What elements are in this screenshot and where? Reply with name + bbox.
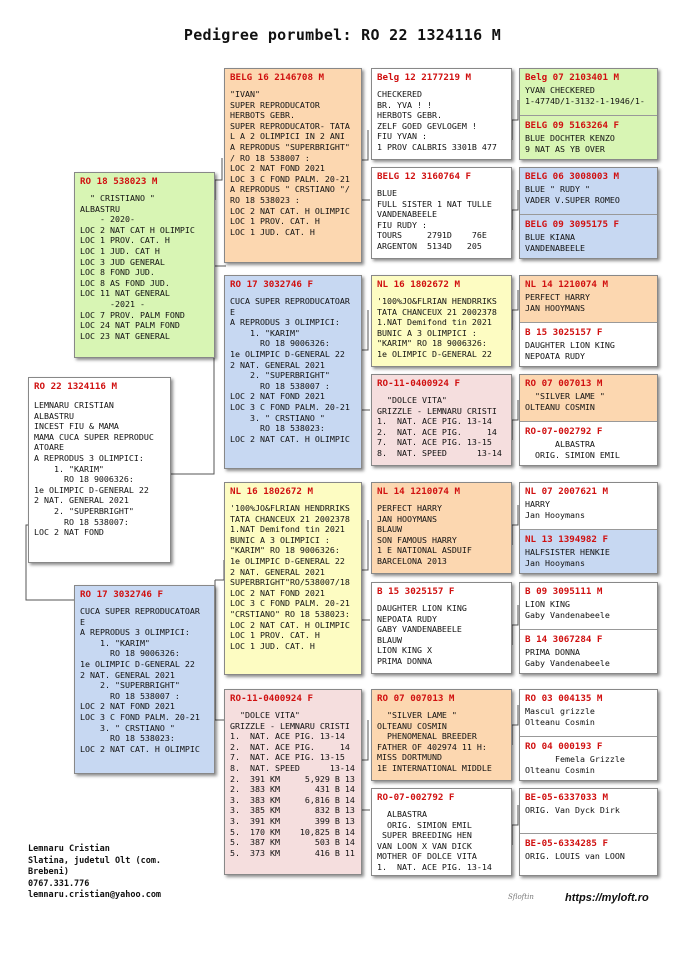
gen4-text-15: ORIG. Van Dyck Dirk — [525, 805, 620, 815]
page-title: Pedigree porumbel: RO 22 1324116 M — [183, 26, 502, 44]
website-link[interactable]: https://myloft.ro — [565, 892, 649, 904]
sire-sire-ring: BELG 16 2146708 M — [230, 72, 325, 83]
gen3-ring-8: RO-07-002792 F — [377, 792, 455, 803]
sire-ring: RO 18 538023 M — [80, 176, 158, 187]
sire-dam-ring: RO 17 3032746 F — [230, 279, 313, 290]
gen4-text-16: ORIG. LOUIS van LOON — [525, 851, 625, 861]
dam-card — [74, 585, 215, 774]
gen4-ring-15: BE-05-6337033 M — [525, 792, 608, 803]
sire-sire-card — [224, 68, 362, 263]
dam-dam-text: "DOLCE VITA" GRIZZLE - LEMNARU CRISTI 1. NAT. ACE PIG. 13-14 2. NAT. ACE PIG. 14 7. NAT. ACE PIG. 13-15 8. NAT. SPEED 13-14 2. 391 KM 5,929 B 13 2. 383 KM 431 B 14 3. 383 KM 6,816 B 14 3. 385 KM 832 B 13 3. 391 KM 399 B 13 5. 170 KM 10,825 B 14 5. 387 KM 503 B 14 5. 373 KM 416 B 11 — [230, 710, 355, 858]
gen4-text-13: Mascul grizzle Olteanu Cosmin — [525, 706, 595, 727]
gen4-ring-7: RO 07 007013 M — [525, 378, 603, 389]
gen4-box-6 — [519, 582, 658, 674]
gen3-card-7 — [371, 689, 512, 781]
gen3-text-1: CHECKERED BR. YVA ! ! HERBOTS GEBR. ZELF GOED GEVLOGEM ! FIU YVAN : 1 PROV CALBRIS 3301B 477 — [377, 89, 497, 152]
gen4-box-8 — [519, 788, 658, 876]
gen4-ring-3: BELG 06 3008003 M — [525, 171, 620, 182]
gen4-ring-6: B 15 3025157 F — [525, 327, 603, 338]
dam-dam-ring: RO-11-0400924 F — [230, 693, 313, 704]
gen3-text-8: ALBASTRA ORIG. SIMION EMIL SUPER BREEDING HEN VAN LOON X VAN DICK MOTHER OF DOLCE VITA 1. NAT. ACE PIG. 13-14 — [377, 809, 492, 872]
gen4-text-7: "SILVER LAME " OLTEANU COSMIN — [525, 391, 605, 412]
sire-dam-card — [224, 275, 362, 469]
gen3-text-6: DAUGHTER LION KING NEPOATA RUDY GABY VANDENABEELE BLAUW LION KING X PRIMA DONNA — [377, 603, 467, 666]
subject-text: LEMNARU CRISTIAN ALBASTRU INCEST FIU & MAMA MAMA CUCA SUPER REPRODUC ATOARE A REPRODUS 3 OLIMPICI: 1. "KARIM" RO 18 9006326: 1e OLIMPIC D-GENERAL 22 2 NAT. GENERAL 2021 2. "SUPERBRIGHT" RO 18 538007: LOC 2 NAT FOND — [34, 400, 154, 538]
gen4-ring-1: Belg 07 2103401 M — [525, 72, 620, 83]
sire-card — [74, 172, 215, 358]
sire-text: " CRISTIANO " ALBASTRU - 2020- LOC 2 NAT CAT H OLIMPIC LOC 1 PROV. CAT. H LOC 1 JUD. CAT H LOC 3 JUD GENERAL LOC 8 FOND JUD. LOC 8 AS FOND JUD. LOC 11 NAT GENERAL -2021 - LOC 7 PROV. PALM FOND LOC 24 NAT PALM FOND LOC 23 NAT GENERAL — [80, 193, 195, 341]
gen4-ring-8: RO-07-002792 F — [525, 426, 603, 437]
gen3-text-4: "DOLCE VITA" GRIZZLE - LEMNARU CRISTI 1. NAT. ACE PIG. 13-14 2. NAT. ACE PIG. 14 7. NAT. ACE PIG. 13-15 8. NAT. SPEED 13-14 — [377, 395, 502, 458]
gen3-text-5: PERFECT HARRY JAN HOOYMANS BLAUW SON FAMOUS HARRY 1 E NATIONAL ASDUIF BARCELONA 2013 — [377, 503, 472, 566]
gen3-ring-3: NL 16 1802672 M — [377, 279, 460, 290]
subject-card — [28, 377, 171, 563]
gen3-card-1 — [371, 68, 512, 160]
gen4-text-8: ALBASTRA ORIG. SIMION EMIL — [534, 439, 620, 460]
gen4-box-1 — [519, 68, 658, 160]
gen3-card-3 — [371, 275, 512, 367]
gen4-text-5: PERFECT HARRY JAN HOOYMANS — [525, 292, 590, 313]
gen3-ring-7: RO 07 007013 M — [377, 693, 455, 704]
subject-ring: RO 22 1324116 M — [34, 381, 117, 392]
dam-sire-card — [224, 482, 362, 675]
dam-text: CUCA SUPER REPRODUCATOAR E A REPRODUS 3 OLIMPICI: 1. "KARIM" RO 18 9006326: 1e OLIMPIC D-GENERAL 22 2 NAT. GENERAL 2021 2. "SUPERBRIGHT" RO 18 538007 : LOC 2 NAT FOND 2021 LOC 3 C FOND PALM. 20-21 3. " CRSTIANO " RO 18 538023: LOC 2 NAT CAT. H OLIMPIC — [80, 606, 200, 754]
gen3-ring-2: BELG 12 3160764 F — [377, 171, 472, 182]
gen3-card-5 — [371, 482, 512, 574]
gen4-box-7 — [519, 689, 658, 781]
gen4-text-12: PRIMA DONNA Gaby Vandenabeele — [525, 647, 610, 668]
gen4-text-11: LION KING Gaby Vandenabeele — [525, 599, 610, 620]
signature-logo: Sfloftin — [508, 893, 534, 901]
gen3-card-8 — [371, 788, 512, 876]
gen4-text-3: BLUE " RUDY " VADER V.SUPER ROMEO — [525, 184, 620, 205]
gen4-ring-9: NL 07 2007621 M — [525, 486, 608, 497]
dam-sire-ring: NL 16 1802672 M — [230, 486, 313, 497]
sire-sire-text: "IVAN" SUPER REPRODUCATOR HERBOTS GEBR. SUPER REPRODUCATOR- TATA L A 2 OLIMPICI IN 2 ANI A REPRODUS "SUPERBRIGHT" / RO 18 538007 : LOC 2 NAT FOND 2021 LOC 3 C FOND PALM. 20-21 A REPRODUS " CRSTIANO "/ RO 18 538023 : LOC 2 NAT CAT. H OLIMPIC LOC 1 PROV. CAT. H LOC 1 JUD. CAT. H — [230, 89, 350, 237]
gen4-text-9: HARRY Jan Hooymans — [525, 499, 585, 520]
gen4-ring-4: BELG 09 3095175 F — [525, 219, 620, 230]
gen3-text-3: '100%JO&FLRIAN HENDRRIKS TATA CHANCEUX 21 2002378 1.NAT Demifond tin 2021 BUNIC A 3 OLIMPICI : "KARIM" RO 18 9006326: 1e OLIMPIC D-GENERAL 22 — [377, 296, 497, 359]
gen4-ring-16: BE-05-6334285 F — [525, 838, 608, 849]
gen4-ring-5: NL 14 1210074 M — [525, 279, 608, 290]
gen3-card-4 — [371, 374, 512, 466]
gen4-text-4: BLUE KIANA VANDENABEELE — [525, 232, 585, 253]
sire-dam-text: CUCA SUPER REPRODUCATOAR E A REPRODUS 3 OLIMPICI: 1. "KARIM" RO 18 9006326: 1e OLIMPIC D-GENERAL 22 2 NAT. GENERAL 2021 2. "SUPERBRIGHT" RO 18 538007 : LOC 2 NAT FOND 2021 LOC 3 C FOND PALM. 20-21 3. " CRSTIANO " RO 18 538023: LOC 2 NAT CAT. H OLIMPIC — [230, 296, 350, 444]
gen4-ring-2: BELG 09 5163264 F — [525, 120, 620, 131]
gen3-ring-6: B 15 3025157 F — [377, 586, 455, 597]
owner-contact: Lemnaru Cristian Slatina, judetul Olt (com. Brebeni) 0767.331.776 lemnaru.cristian@yahoo.com — [28, 844, 162, 901]
dam-ring: RO 17 3032746 F — [80, 589, 163, 600]
gen3-ring-1: Belg 12 2177219 M — [377, 72, 472, 83]
gen4-ring-10: NL 13 1394982 F — [525, 534, 608, 545]
gen4-box-2 — [519, 167, 658, 259]
gen3-card-6 — [371, 582, 512, 674]
gen4-ring-11: B 09 3095111 M — [525, 586, 603, 597]
gen4-box-4 — [519, 374, 658, 466]
gen3-text-7: "SILVER LAME " OLTEANU COSMIN PHENOMENAL BREEDER FATHER OF 402974 11 H: MISS DORTMUND 1E INTERNATIONAL MIDDLE — [377, 710, 492, 773]
gen4-ring-12: B 14 3067284 F — [525, 634, 603, 645]
gen3-card-2 — [371, 167, 512, 259]
gen4-ring-14: RO 04 000193 F — [525, 741, 603, 752]
gen3-ring-5: NL 14 1210074 M — [377, 486, 460, 497]
gen4-box-5 — [519, 482, 658, 574]
gen4-text-10: HALFSISTER HENKIE Jan Hooymans — [525, 547, 610, 568]
gen4-text-14: Femela Grizzle Olteanu Cosmin — [525, 754, 625, 775]
dam-dam-card — [224, 689, 362, 875]
gen4-text-6: DAUGHTER LION KING NEPOATA RUDY — [525, 340, 615, 361]
gen3-ring-4: RO-11-0400924 F — [377, 378, 460, 389]
gen4-text-2: BLUE DOCHTER KENZO 9 NAT AS YB OVER — [525, 133, 615, 154]
gen4-ring-13: RO 03 004135 M — [525, 693, 603, 704]
gen4-text-1: YVAN CHECKERED 1-4774D/1-3132-1-1946/1- — [525, 85, 645, 106]
dam-sire-text: '100%JO&FLRIAN HENDRRIKS TATA CHANCEUX 21 2002378 1.NAT Demifond tin 2021 BUNIC A 3 OLIMPICI : "KARIM" RO 18 9006326: 1e OLIMPIC D-GENERAL 22 2 NAT. GENERAL 2021 SUPERBRIGHT"RO/538007/18 LOC 2 NAT FOND 2021 LOC 3 C FOND PALM. 20-21 "CRSTIANO" RO 18 538023: LOC 2 NAT CAT. H OLIMPIC LOC 1 PROV. CAT. H LOC 1 JUD. CAT. H — [230, 503, 350, 651]
gen3-text-2: BLUE FULL SISTER 1 NAT TULLE VANDENABEELE FIU RUDY : TOURS 2791D 76E ARGENTON 5134D 205 — [377, 188, 492, 251]
gen4-box-3 — [519, 275, 658, 367]
